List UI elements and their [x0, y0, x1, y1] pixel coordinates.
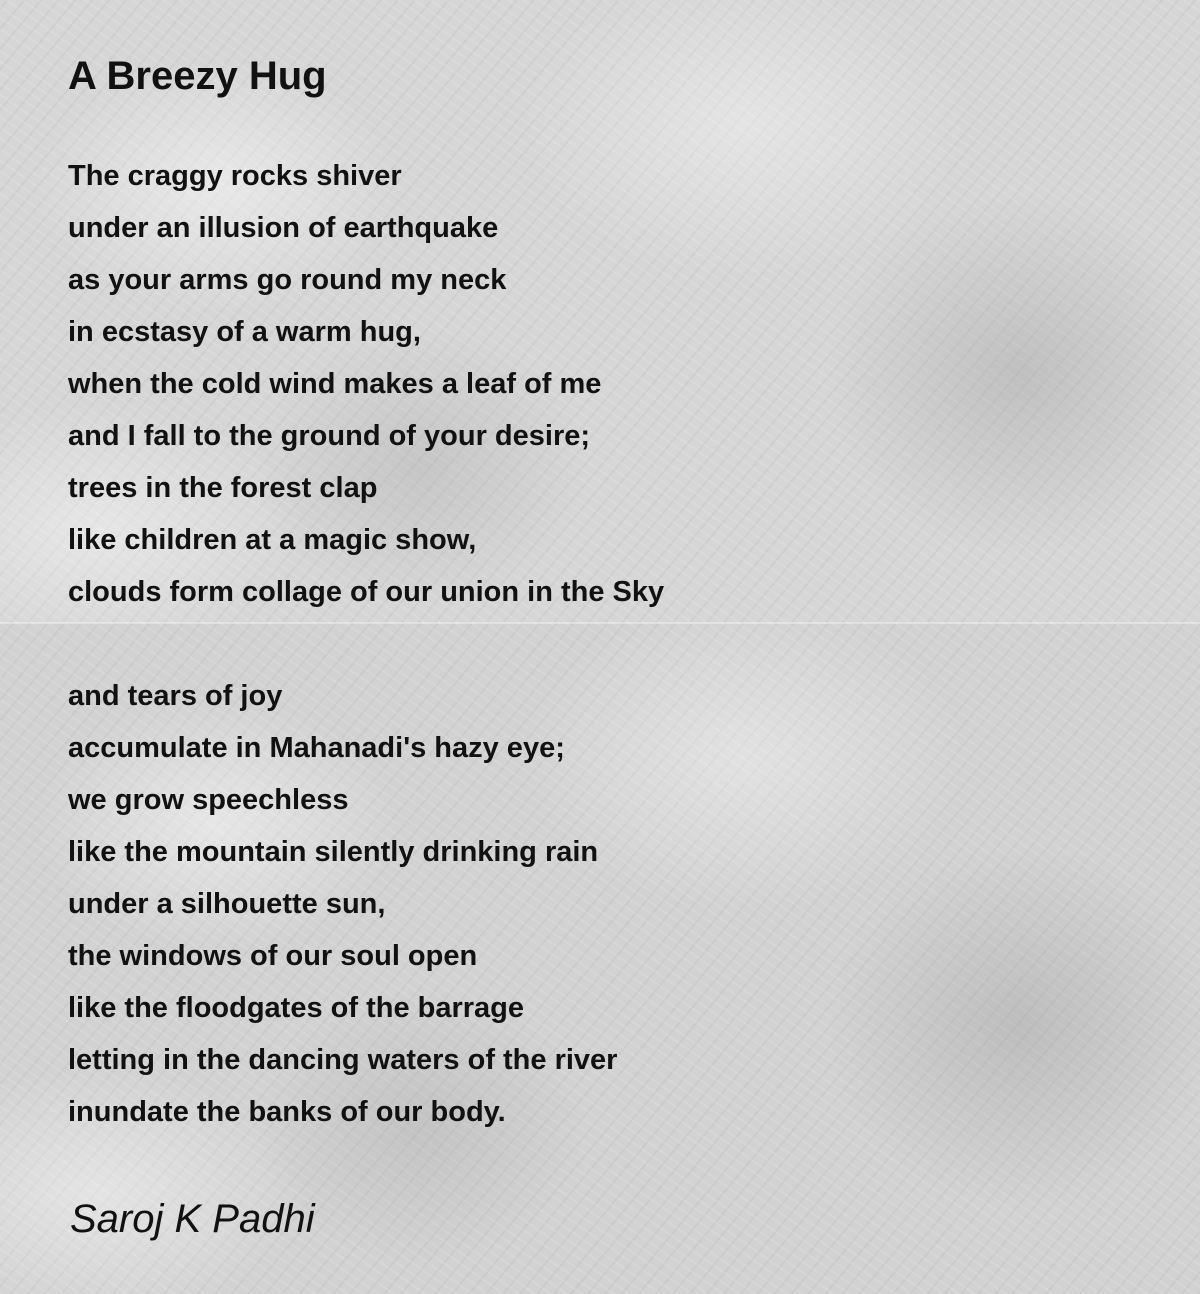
poem-line: as your arms go round my neck — [68, 264, 507, 296]
poem-line: in ecstasy of a warm hug, — [68, 316, 421, 348]
poem-line: like the floodgates of the barrage — [68, 992, 525, 1024]
poem-line: inundate the banks of our body. — [68, 1096, 506, 1128]
poem-line: under a silhouette sun, — [68, 888, 386, 920]
poem-line: we grow speechless — [68, 784, 349, 816]
poem-author: Saroj K Padhi — [70, 1197, 315, 1241]
poem-line: The craggy rocks shiver — [68, 160, 402, 192]
poem-line: under an illusion of earthquake — [68, 212, 499, 244]
poem-line: letting in the dancing waters of the river — [68, 1044, 618, 1076]
stanza-1 — [68, 150, 664, 618]
poem-title: A Breezy Hug — [68, 54, 327, 98]
poem-line: clouds form collage of our union in the Sky — [68, 576, 665, 608]
poem-line: trees in the forest clap — [68, 472, 378, 504]
poem-line: when the cold wind makes a leaf of me — [68, 368, 602, 400]
background-seam — [0, 622, 1200, 624]
poem-line: the windows of our soul open — [68, 940, 478, 972]
poem-line: and tears of joy — [68, 680, 283, 712]
poem-line: and I fall to the ground of your desire; — [68, 420, 591, 452]
stanza-2 — [68, 670, 617, 1138]
poem-line: accumulate in Mahanadi's hazy eye; — [68, 732, 565, 764]
poem-line: like children at a magic show, — [68, 524, 477, 556]
poem-line: like the mountain silently drinking rain — [68, 836, 599, 868]
